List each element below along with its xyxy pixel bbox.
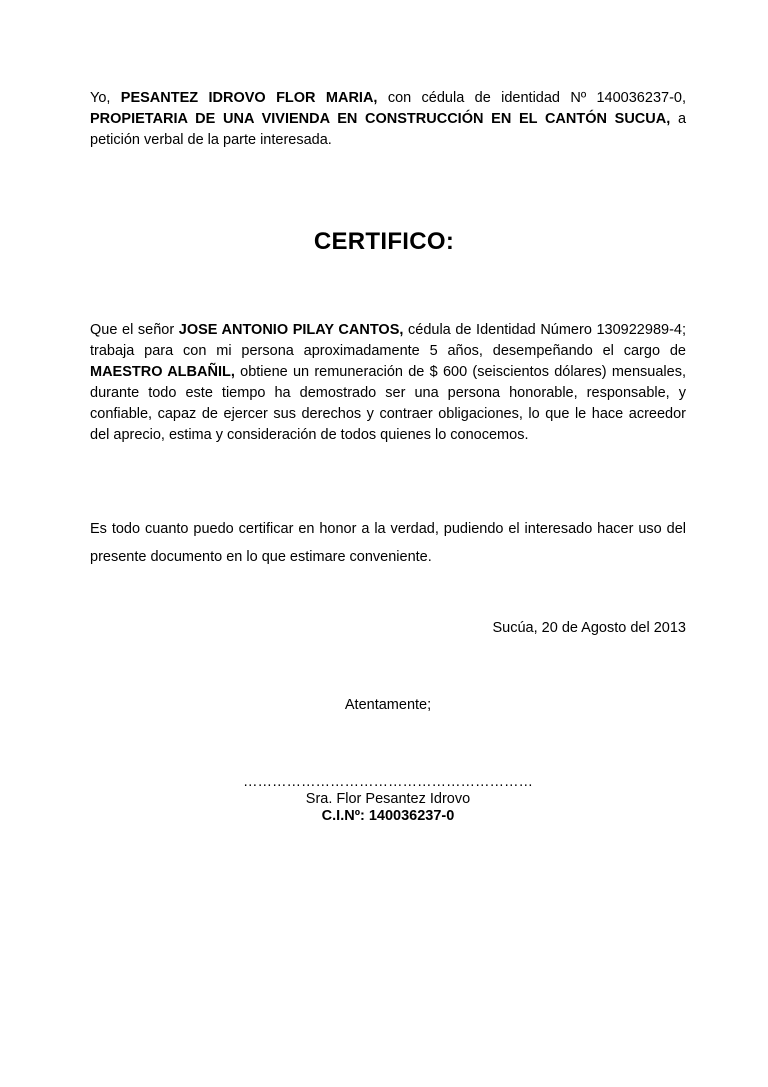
body-text-3: obtiene un remuneración de $ 600 (seiscientos dólares) mensuales, durante todo este tiempo ha demostrado ser una persona honorable, responsable, y confiable, capaz de ejercer sus derechos y contraer obligaciones, lo que le hace acreedor del aprecio, estima y consideración de todos quienes lo conocemos. [90, 364, 686, 443]
intro-paragraph [90, 88, 686, 151]
intro-text-3: a petición verbal de la parte interesada. [90, 111, 687, 148]
signer-name: Sra. Flor Pesantez Idrovo [305, 791, 471, 807]
place-date: Sucúa, 20 de Agosto del 2013 [492, 620, 686, 636]
body-text-1: Que el señor [90, 322, 179, 338]
issuer-role: PROPIETARIA DE UNA VIVIENDA EN CONSTRUCCIÓN EN EL CANTÓN SUCUA, [90, 111, 671, 127]
worker-role: MAESTRO ALBAÑIL, [90, 364, 235, 380]
issuer-name: PESANTEZ IDROVO FLOR MARIA, [120, 90, 378, 106]
document-title: CERTIFICO: [313, 228, 455, 255]
signature-line: …………………………………………………… [243, 774, 533, 790]
closing-paragraph: Es todo cuanto puedo certificar en honor a la verdad, pudiendo el interesado hacer uso del presente documento en lo que estimare conveniente. [90, 521, 686, 565]
closing-salutation: Atentamente; [344, 697, 432, 713]
worker-name: JOSE ANTONIO PILAY CANTOS, [178, 322, 404, 338]
certification-paragraph [90, 320, 686, 446]
intro-text-2: con cédula de identidad Nº 140036237-0, [377, 90, 686, 106]
body-text-2: cédula de Identidad Número 130922989-4; trabaja para con mi persona aproximadamente 5 años, desempeñando el cargo de [90, 322, 686, 359]
signature-block [0, 774, 768, 825]
signer-id: C.I.Nº: 140036237-0 [321, 808, 455, 824]
intro-text-1: Yo, [90, 90, 121, 106]
